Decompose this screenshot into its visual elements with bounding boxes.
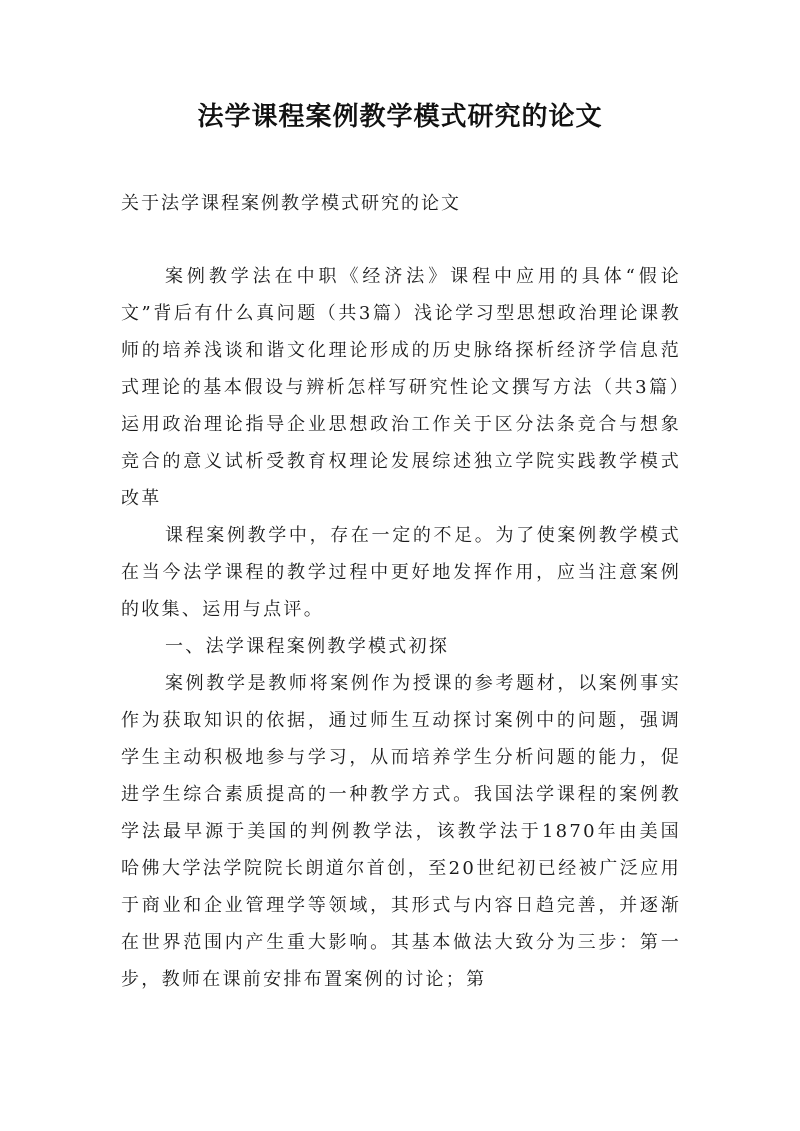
document-title: 法学课程案例教学模式研究的论文 [197, 102, 603, 132]
body-paragraph-section-1: 案例教学是教师将案例作为授课的参考题材，以案例事实作为获取知识的依据，通过师生互动探讨案例中的问题，强调学生主动积极地参与学习，从而培养学生分析问题的能力，促进学生综合素质提高的一种教学方式。我国法学课程的案例教学法最早源于美国的判例教学法，该教学法于1870年由美国哈佛大学法学院院长朗道尔首创，至20世纪初已经被广泛应用于商业和企业管理学等领域，其形式与内容日趋完善，并逐渐在世界范围内产生重大影响。其基本做法大致分为三步：第一步，教师在课前安排布置案例的讨论；第 [121, 673, 681, 990]
section-heading: 一、法学课程案例教学模式初探 [165, 636, 450, 657]
body-paragraph-deficiency: 课程案例教学中，存在一定的不足。为了使案例教学模式在当今法学课程的教学过程中更好地发挥作用，应当注意案例的收集、运用与点评。 [121, 525, 681, 620]
document-body [121, 258, 681, 998]
body-paragraph-intro: 案例教学法在中职《经济法》课程中应用的具体“假论文”背后有什么真问题（共3篇）浅论学习型思想政治理论课教师的培养浅谈和谐文化理论形成的历史脉络探析经济学信息范式理论的基本假设与辨析怎样写研究性论文撰写方法（共3篇）运用政治理论指导企业思想政治工作关于区分法条竞合与想象竞合的意义试析受教育权理论发展综述独立学院实践教学模式改革 [121, 266, 681, 509]
document-subtitle: 关于法学课程案例教学模式研究的论文 [121, 193, 461, 214]
